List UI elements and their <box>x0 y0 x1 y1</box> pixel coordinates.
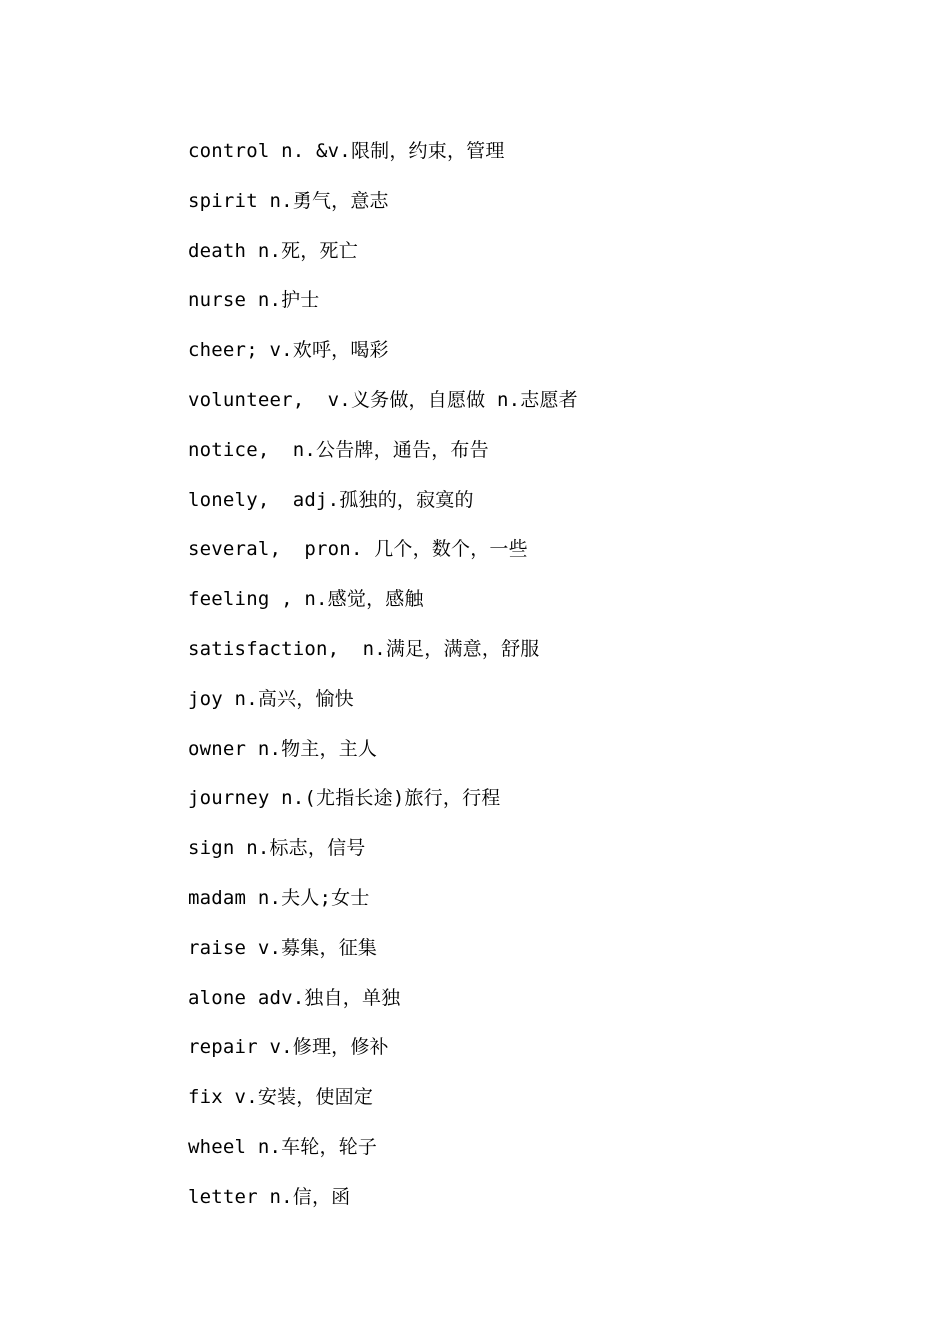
vocab-entry: control n. &v.限制，约束，管理 <box>188 140 505 162</box>
vocab-entry: lonely, adj.孤独的，寂寞的 <box>188 488 474 511</box>
vocabulary-list <box>188 137 578 1233</box>
vocab-entry: death n.死，死亡 <box>188 239 358 262</box>
vocab-entry: journey n.(尤指长途)旅行，行程 <box>188 787 501 810</box>
vocab-entry: repair v.修理，修补 <box>188 1036 389 1059</box>
vocab-entry: several, pron. 几个，数个，一些 <box>188 538 528 561</box>
vocab-entry: madam n.夫人;女士 <box>188 886 370 909</box>
vocab-entry: sign n.标志，信号 <box>188 837 366 860</box>
vocab-entry: raise v.募集，征集 <box>188 936 378 959</box>
vocab-entry: satisfaction, n.满足，满意，舒服 <box>188 637 540 660</box>
vocab-entry: volunteer, v.义务做，自愿做 n.志愿者 <box>188 388 578 411</box>
vocab-entry: cheer; v.欢呼，喝彩 <box>188 339 389 362</box>
vocab-entry: wheel n.车轮，轮子 <box>188 1135 378 1158</box>
vocab-entry: letter n.信，函 <box>188 1185 351 1208</box>
vocab-entry: owner n.物主，主人 <box>188 737 378 760</box>
vocab-entry: joy n.高兴，愉快 <box>188 687 354 710</box>
vocab-entry: spirit n.勇气，意志 <box>188 189 389 212</box>
vocab-entry: feeling , n.感觉，感触 <box>188 588 424 611</box>
vocab-entry: nurse n.护士 <box>188 289 320 312</box>
vocab-entry: fix v.安装，使固定 <box>188 1086 374 1109</box>
vocab-entry: alone adv.独自，单独 <box>188 986 401 1009</box>
vocab-entry: notice, n.公告牌，通告，布告 <box>188 438 489 461</box>
